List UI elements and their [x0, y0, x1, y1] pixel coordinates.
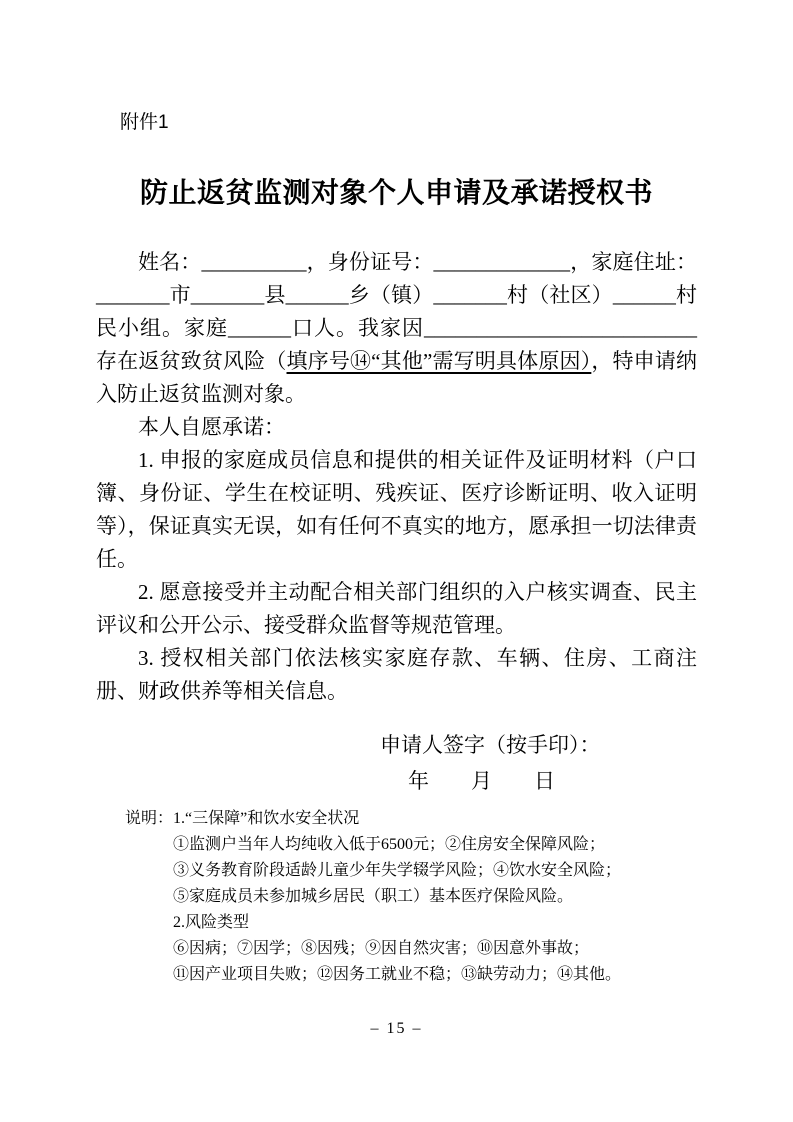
signature-block: [96, 730, 697, 796]
notes-lines: [173, 806, 621, 988]
pledge-intro: 本人自愿承诺：: [138, 415, 285, 439]
application-paragraph: [96, 246, 697, 411]
notes-section: [125, 806, 697, 988]
notes-line-5: 2.风险类型: [173, 914, 250, 931]
page-number: – 15 –: [370, 1020, 423, 1037]
notes-line-6: ⑥因病；⑦因学；⑧因残；⑨因自然灾害；⑩因意外事故；: [173, 940, 590, 957]
document-title: 防止返贫监测对象个人申请及承诺授权书: [139, 177, 653, 208]
pledge-item-2: 2. 愿意接受并主动配合相关部门组织的入户核实调查、民主评议和公开公示、接受群众监督等规范管理。: [96, 580, 697, 637]
notes-line-2: ①监测户当年人均纯收入低于6500元；②住房安全保障风险；: [173, 836, 606, 853]
notes-label: 说明：: [125, 810, 174, 827]
notes-line-7: ⑪因产业项目失败；⑫因务工就业不稳；⑬缺劳动力；⑭其他。: [173, 966, 622, 983]
notes-line-4: ⑤家庭成员未参加城乡居民（职工）基本医疗保险风险。: [173, 888, 574, 905]
application-intro-text: 姓名：__________，身份证号：_____________，家庭住址：_______市_______县______乡（镇）_______村（社区）______村民小组。家庭______口人。我家因__________________________存在返贫致贫风险（: [96, 250, 697, 373]
application-closing-text: ，特申请纳入防止返贫监测对象。: [96, 349, 698, 406]
pledge-item-1: 1. 申报的家庭成员信息和提供的相关证件及证明材料（户口簿、身份证、学生在校证明、残疾证、医疗诊断证明、收入证明等），保证真实无误，如有任何不真实的地方，愿承担一切法律责任。: [96, 448, 697, 571]
applicant-signature-label: 申请人签字（按手印）：: [380, 733, 601, 757]
pledge-item-3: 3. 授权相关部门依法核实家庭存款、车辆、住房、工商注册、财政供养等相关信息。: [96, 646, 697, 703]
notes-line-1: 1.“三保障”和饮水安全状况: [173, 810, 360, 827]
notes-line-3: ③义务教育阶段适龄儿童少年失学辍学风险；④饮水安全风险；: [173, 862, 622, 879]
application-underlined-note: 填序号⑭“其他”需写明具体原因）: [286, 349, 592, 373]
document-body: [96, 246, 697, 708]
signature-date-label: 年 月 日: [408, 769, 555, 793]
attachment-label: 附件1: [120, 112, 169, 133]
